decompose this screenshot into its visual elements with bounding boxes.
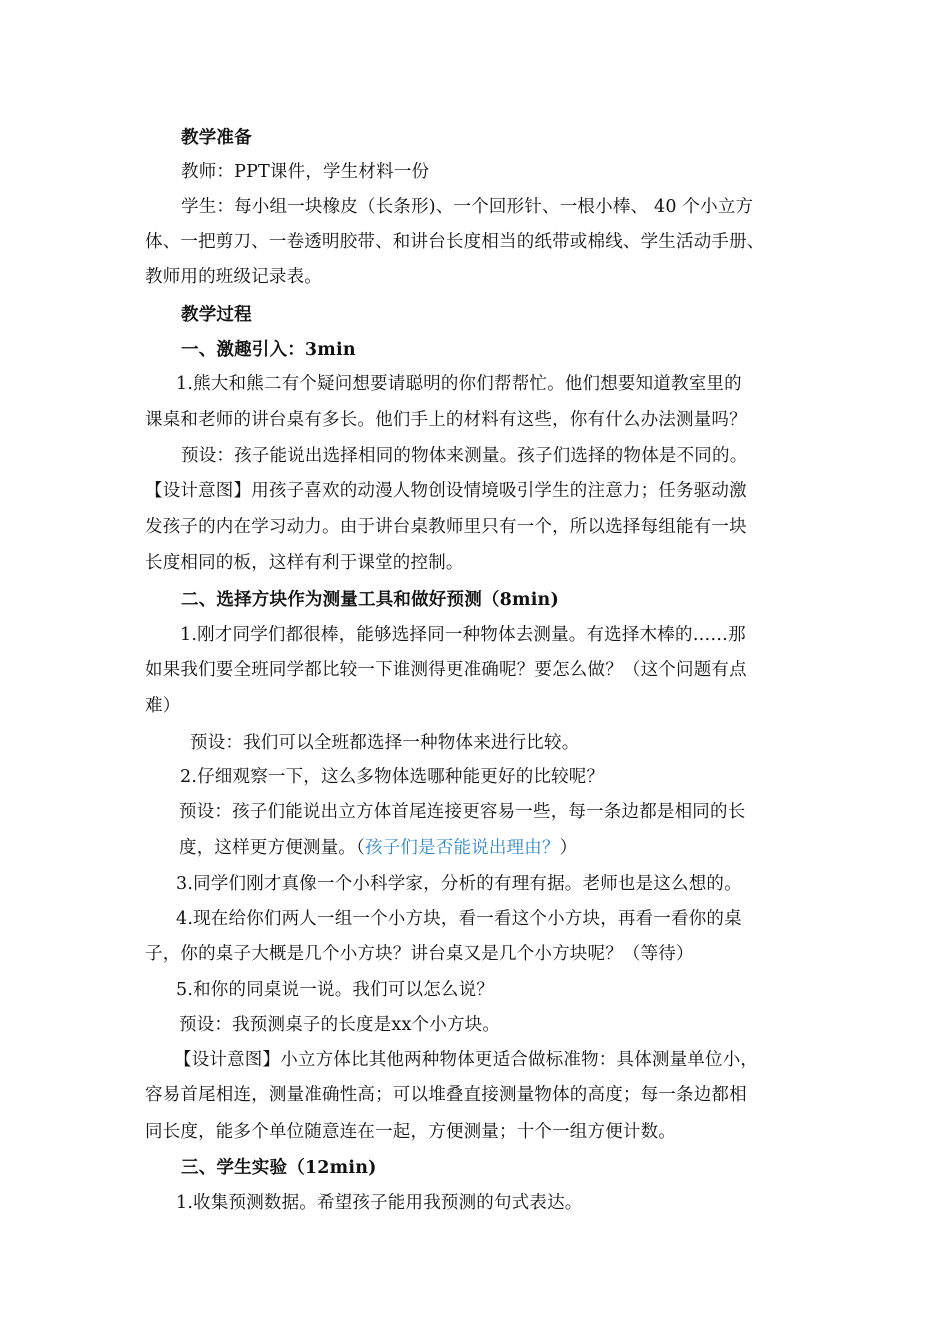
text-span: 度，这样更方便测量。（: [179, 838, 365, 858]
heading-teaching-process: 教学过程: [181, 305, 252, 325]
paragraph-line: 学生：每小组一块橡皮（长条形)、一个回形针、一根小棒、 40 个小立方: [181, 197, 754, 217]
paragraph-line: 子，你的桌子大概是几个小方块？讲台桌又是几个小方块呢？（等待）: [145, 944, 694, 964]
paragraph-line: 长度相同的板，这样有利于课堂的控制。: [145, 553, 464, 573]
heading-teaching-preparation: 教学准备: [181, 128, 252, 148]
section-heading: 一、激趣引入：3min: [181, 340, 356, 360]
highlighted-question: 孩子们是否能说出理由？: [364, 838, 560, 858]
text-span: ）: [559, 838, 578, 858]
paragraph-line: 如果我们要全班同学都比较一下谁测得更准确呢？要怎么做？（这个问题有点: [145, 660, 747, 680]
section-heading: 三、学生实验（12min): [181, 1158, 377, 1178]
paragraph-line: 1.熊大和熊二有个疑问想要请聪明的你们帮帮忙。他们想要知道教室里的: [176, 374, 742, 394]
paragraph-line: 【设计意图】用孩子喜欢的动漫人物创设情境吸引学生的注意力；任务驱动激: [145, 481, 747, 501]
paragraph-line: 【设计意图】小立方体比其他两种物体更适合做标准物：具体测量单位小，: [174, 1050, 759, 1070]
paragraph-line: 容易首尾相连，测量准确性高；可以堆叠直接测量物体的高度；每一条边都相: [145, 1085, 747, 1105]
paragraph-line: 教师：PPT课件，学生材料一份: [181, 162, 430, 182]
paragraph-line: 难）: [145, 696, 181, 716]
paragraph-line: 1.刚才同学们都很棒，能够选择同一种物体去测量。有选择木棒的……那: [180, 625, 746, 645]
paragraph-line: 预设：孩子能说出选择相同的物体来测量。孩子们选择的物体是不同的。: [181, 446, 748, 466]
paragraph-line: 预设：我们可以全班都选择一种物体来进行比较。: [190, 733, 580, 753]
paragraph-line: 预设：孩子们能说出立方体首尾连接更容易一些，每一条边都是相同的长: [179, 802, 746, 822]
paragraph-line: 预设：我预测桌子的长度是xx个小方块。: [179, 1015, 501, 1035]
paragraph-line: 3.同学们刚才真像一个小科学家，分析的有理有据。老师也是这么想的。: [176, 874, 742, 894]
paragraph-line: 体、一把剪刀、一卷透明胶带、和讲台长度相当的纸带或棉线、学生活动手册、: [145, 232, 765, 252]
paragraph-line: [179, 836, 577, 860]
paragraph-line: 课桌和老师的讲台桌有多长。他们手上的材料有这些，你有什么办法测量吗？: [145, 410, 747, 430]
paragraph-line: 发孩子的内在学习动力。由于讲台桌教师里只有一个，所以选择每组能有一块: [145, 517, 747, 537]
paragraph-line: 同长度，能多个单位随意连在一起，方便测量；十个一组方便计数。: [145, 1122, 676, 1142]
paragraph-line: 1.收集预测数据。希望孩子能用我预测的句式表达。: [176, 1193, 583, 1213]
paragraph-line: 2.仔细观察一下，这么多物体选哪种能更好的比较呢？: [180, 767, 605, 787]
section-heading: 二、选择方块作为测量工具和做好预测（8min): [181, 590, 559, 610]
paragraph-line: 教师用的班级记录表。: [145, 267, 322, 287]
paragraph-line: 5.和你的同桌说一说。我们可以怎么说？: [176, 980, 494, 1000]
paragraph-line: 4.现在给你们两人一组一个小方块，看一看这个小方块，再看一看你的桌: [176, 909, 742, 929]
